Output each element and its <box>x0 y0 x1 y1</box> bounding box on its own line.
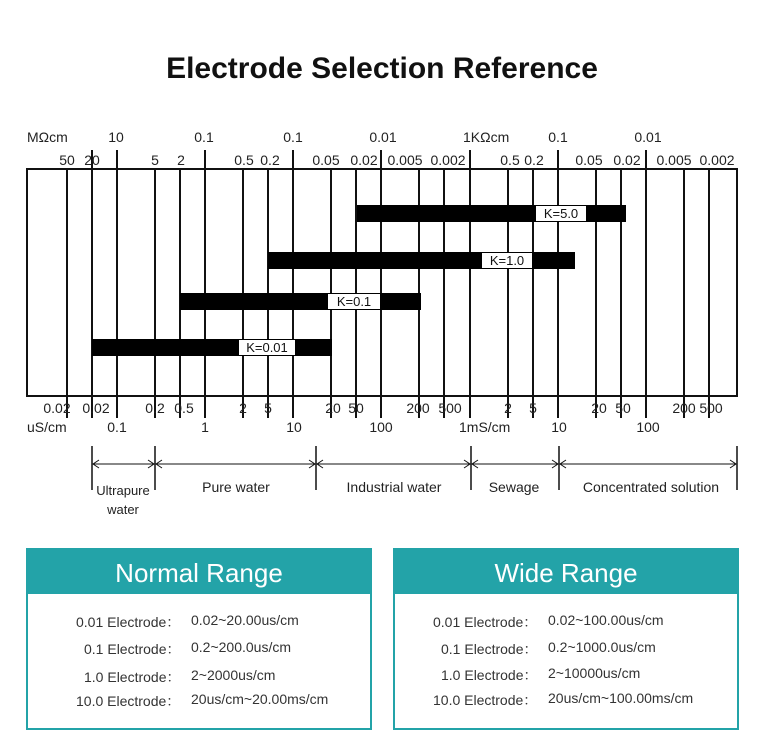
top-tick-label: 0.5 <box>234 152 254 168</box>
bottom-tick-label: 0.2 <box>145 400 165 416</box>
bottom-tick-label: 20 <box>591 400 607 416</box>
bottom-tick-label: 20 <box>325 400 341 416</box>
range-bar-k01 <box>180 293 421 310</box>
electrode-name: 10.0 Electrode： <box>433 692 538 708</box>
bottom-tick-label: 50 <box>348 400 364 416</box>
top-tick-label: 2 <box>177 152 185 168</box>
range-bar-k5-label: K=5.0 <box>543 206 579 221</box>
category-industrial-water: Industrial water <box>346 479 442 495</box>
electrode-name: 0.1 Electrode： <box>441 641 538 657</box>
electrode-name: 1.0 Electrode： <box>441 667 538 683</box>
category-concentrated-solution: Concentrated solution <box>582 479 720 495</box>
top-tick-label: 0.002 <box>699 152 735 168</box>
wide-range-panel <box>393 548 739 730</box>
top-tick-label: 0.02 <box>350 152 378 168</box>
electrode-name: 0.01 Electrode： <box>433 614 538 630</box>
range-bar-k1-label: K=1.0 <box>489 253 525 268</box>
bottom-tick-label: 100 <box>636 419 660 435</box>
electrode-range: 2~10000us/cm <box>548 665 641 681</box>
top-tick-label: 0.05 <box>575 152 603 168</box>
top-tick-label: 0.1 <box>283 129 303 145</box>
category-ultrapure-water: Ultrapure water <box>96 483 150 517</box>
electrode-range: 0.02~100.00us/cm <box>548 612 664 628</box>
electrode-range: 2~2000us/cm <box>191 667 276 683</box>
electrode-range: 0.2~200.0us/cm <box>191 639 292 655</box>
bottom-tick-label: 500 <box>438 400 462 416</box>
range-bar-k01-label: K=0.1 <box>336 294 372 309</box>
range-bar-k1 <box>268 252 575 269</box>
bottom-tick-label: 0.1 <box>107 419 127 435</box>
electrode-name: 0.1 Electrode： <box>84 641 181 657</box>
category-pure-water: Pure water <box>202 479 270 495</box>
bottom-tick-label: 100 <box>369 419 393 435</box>
bottom-tick-label: 10 <box>551 419 567 435</box>
bottom-tick-label: 200 <box>406 400 430 416</box>
range-bar-k5 <box>357 205 626 222</box>
electrode-range: 0.02~20.00us/cm <box>191 612 299 628</box>
bottom-tick-label: 10 <box>286 419 302 435</box>
electrode-name: 0.01 Electrode： <box>76 614 181 630</box>
bottom-tick-label: 2 <box>239 400 247 416</box>
top-unit-mid: 1KΩcm <box>463 129 510 145</box>
top-tick-label: 20 <box>84 152 100 168</box>
bottom-tick-label: 2 <box>504 400 512 416</box>
bottom-unit-mid: 1mS/cm <box>459 419 511 435</box>
electrode-name: 10.0 Electrode： <box>76 693 181 709</box>
top-tick-label: 0.1 <box>548 129 568 145</box>
top-tick-label: 0.5 <box>500 152 520 168</box>
bottom-unit-main: uS/cm <box>27 419 67 435</box>
top-tick-label: 0.02 <box>613 152 641 168</box>
bottom-tick-label: 0.5 <box>174 400 194 416</box>
category-arrows <box>93 460 736 468</box>
top-tick-label: 0.01 <box>369 129 397 145</box>
top-tick-label: 0.05 <box>312 152 340 168</box>
electrode-range: 20us/cm~100.00ms/cm <box>548 690 694 706</box>
wide-range-title: Wide Range <box>395 550 737 594</box>
top-tick-label: 0.005 <box>656 152 692 168</box>
top-tick-label: 0.1 <box>194 129 214 145</box>
electrode-range: 20us/cm~20.00ms/cm <box>191 691 329 707</box>
top-tick-label: 5 <box>151 152 159 168</box>
electrode-name: 1.0 Electrode： <box>84 669 181 685</box>
bottom-tick-label: 50 <box>615 400 631 416</box>
top-tick-label: 0.2 <box>260 152 280 168</box>
top-tick-label: 0.2 <box>524 152 544 168</box>
bottom-tick-label: 0.02 <box>82 400 110 416</box>
bottom-tick-label: 500 <box>699 400 723 416</box>
bottom-tick-label: 200 <box>672 400 696 416</box>
top-tick-label: 0.005 <box>387 152 423 168</box>
top-tick-label: 50 <box>59 152 75 168</box>
normal-range-title: Normal Range <box>28 550 370 594</box>
bottom-tick-label: 1 <box>201 419 209 435</box>
top-tick-label: 0.01 <box>634 129 662 145</box>
range-bar-k001-label: K=0.01 <box>246 340 288 355</box>
bottom-tick-label: 0.02 <box>43 400 71 416</box>
grid-lines <box>67 150 709 418</box>
electrode-range: 0.2~1000.0us/cm <box>548 639 656 655</box>
top-tick-label: 10 <box>108 129 124 145</box>
page-title: Electrode Selection Reference <box>166 52 598 85</box>
bottom-tick-label: 5 <box>264 400 272 416</box>
bottom-tick-label: 5 <box>529 400 537 416</box>
category-sewage: Sewage <box>488 479 540 495</box>
normal-range-panel <box>26 548 372 730</box>
range-bar-k001 <box>92 339 332 356</box>
top-unit-main: MΩcm <box>27 129 68 145</box>
top-tick-label: 0.002 <box>430 152 466 168</box>
